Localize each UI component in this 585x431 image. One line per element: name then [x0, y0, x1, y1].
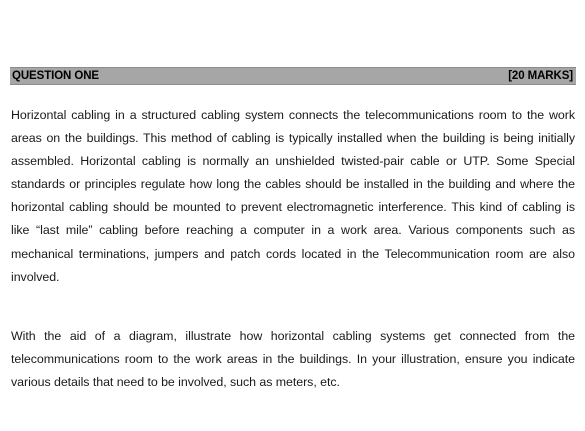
question-header-bar	[10, 67, 576, 85]
body-paragraph-1: Horizontal cabling in a structured cabling system connects the telecommunications room to the work areas on the buildings. This method of cabling is typically installed when the building is being initially assembled. Horizontal cabling is normally an unshielded twisted-pair cable or UTP. Some Special standards or principles regulate how long the cables should be installed in the building and where the horizontal cabling should be mounted to prevent electromagnetic interference. This kind of cabling is like “last mile” cabling before reaching a computer in a work area. Various components such as mechanical terminations, jumpers and patch cords located in the Telecommunication room are also involved.	[11, 108, 575, 284]
question-title: QUESTION ONE	[12, 70, 99, 82]
body-paragraph-2: With the aid of a diagram, illustrate how horizontal cabling systems get connected from the telecommunications room to the work areas in the buildings. In your illustration, ensure you indicate various details that need to be involved, such as meters, etc.	[11, 329, 575, 390]
question-marks: [20 MARKS]	[508, 70, 573, 82]
